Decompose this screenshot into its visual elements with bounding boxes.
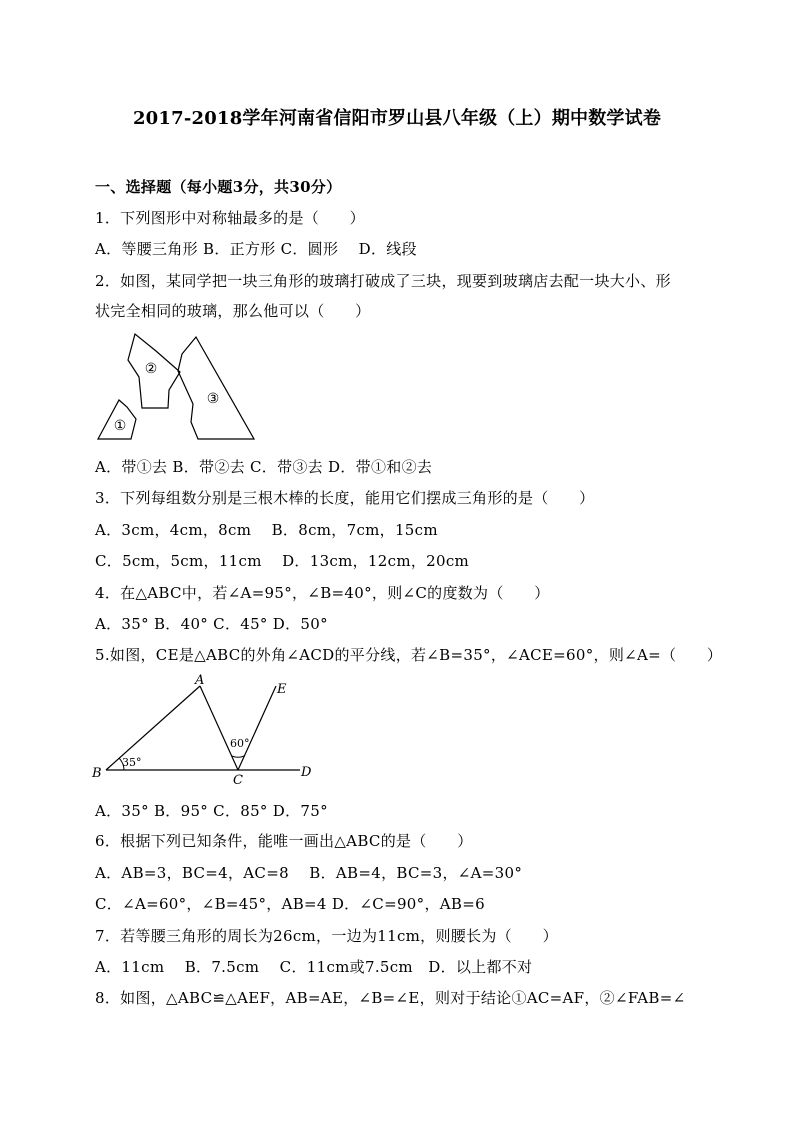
glass-piece-2-label: ② [144, 361, 158, 377]
q4-options: A．35° B．40° C．45° D．50° [95, 615, 328, 633]
q8-stem: 8．如图，△ABC≌△AEF，AB=AE，∠B=∠E，则对于结论①AC=AF，②∠FAB=∠ [95, 989, 686, 1007]
q7-stem: 7．若等腰三角形的周长为26cm，一边为11cm，则腰长为（ ） [95, 927, 558, 945]
segment-BA [106, 686, 200, 770]
q1-options: A．等腰三角形 B．正方形 C．圆形 D．线段 [95, 240, 417, 258]
segment-AC [200, 686, 238, 770]
q2-stem-line2: 状完全相同的玻璃，那么他可以（ ） [95, 302, 371, 320]
glass-piece-3-label: ③ [206, 391, 220, 407]
q6-options-row2: C．∠A=60°，∠B=45°，AB=4 D．∠C=90°，AB=6 [95, 895, 485, 913]
angle-B-label: 35° [122, 756, 142, 769]
glass-piece-1-label: ① [113, 418, 127, 434]
q3-stem: 3．下列每组数分别是三根木棒的长度，能用它们摆成三角形的是（ ） [95, 489, 595, 507]
label-A: A [195, 673, 205, 688]
label-C: C [233, 773, 243, 788]
label-D: D [301, 765, 312, 780]
label-B: B [92, 766, 102, 781]
q1-stem: 1．下列图形中对称轴最多的是（ ） [95, 209, 365, 227]
q7-options: A．11cm B．7.5cm C．11cm或7.5cm D．以上都不对 [95, 958, 533, 976]
exam-title: 2017-2018学年河南省信阳市罗山县八年级（上）期中数学试卷 [132, 108, 662, 129]
section-heading: 一、选择题（每小题3分，共30分） [95, 178, 342, 196]
q5-options: A．35° B．95° C．85° D．75° [95, 802, 328, 820]
q2-broken-glass-figure [90, 330, 270, 448]
q2-options: A．带①去 B．带②去 C．带③去 D．带①和②去 [95, 458, 433, 476]
angle-ACE-arc [232, 756, 244, 757]
glass-piece-3 [178, 337, 254, 439]
q2-stem-line1: 2．如图，某同学把一块三角形的玻璃打破成了三块，现要到玻璃店去配一块大小、形 [95, 272, 671, 290]
q6-stem: 6．根据下列已知条件，能唯一画出△ABC的是（ ） [95, 832, 473, 850]
q6-options-row1: A．AB=3，BC=4，AC=8 B．AB=4，BC=3，∠A=30° [95, 864, 523, 882]
q4-stem: 4．在△ABC中，若∠A=95°，∠B=40°，则∠C的度数为（ ） [95, 584, 550, 602]
angle-ACE-label: 60° [230, 737, 250, 750]
label-E: E [277, 682, 287, 697]
q5-stem: 5.如图，CE是△ABC的外角∠ACD的平分线，若∠B=35°，∠ACE=60°，则∠A=（ ） [95, 646, 723, 664]
q3-options-row1: A．3cm，4cm，8cm B．8cm，7cm，15cm [95, 521, 438, 539]
q5-triangle-figure [88, 672, 328, 790]
ray-CE [238, 686, 276, 770]
q3-options-row2: C．5cm，5cm，11cm D．13cm，12cm，20cm [95, 552, 470, 570]
